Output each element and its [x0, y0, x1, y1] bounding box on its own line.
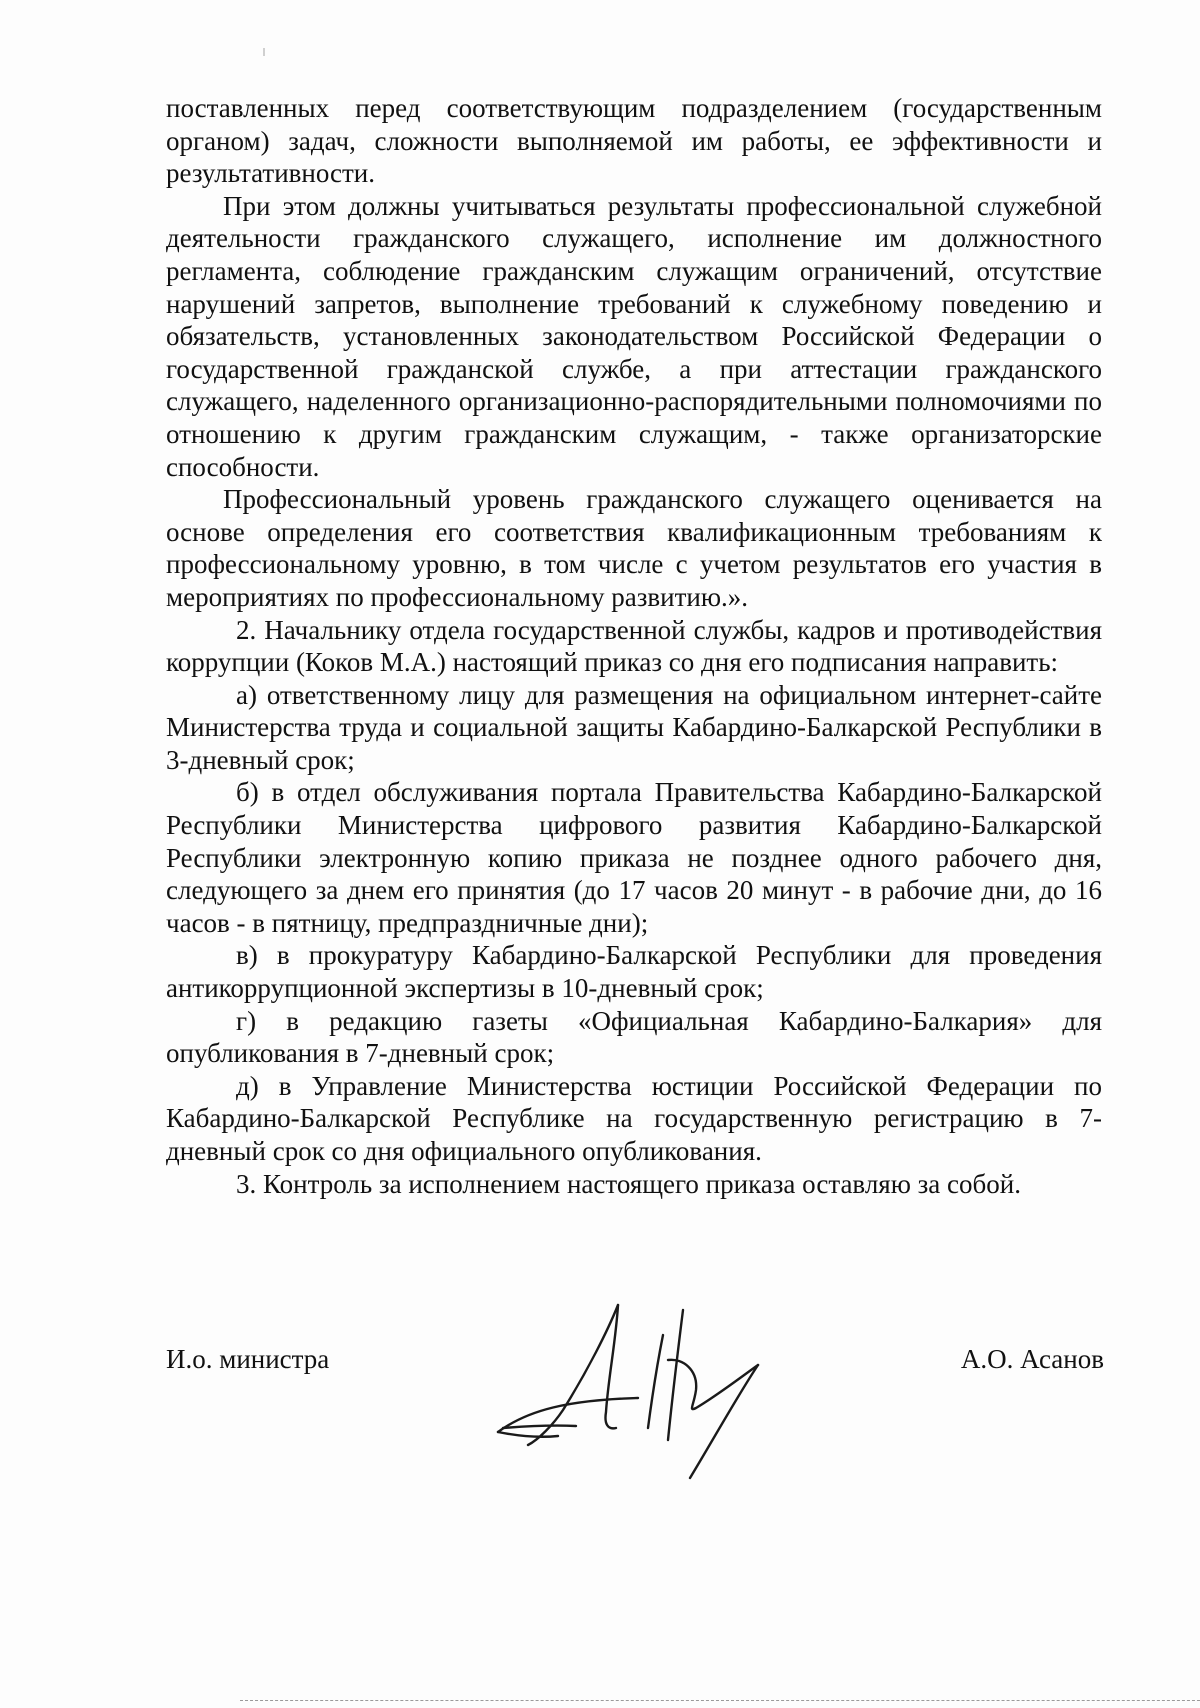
clause-3: 3. Контроль за исполнением настоящего приказа оставляю за собой. — [236, 1168, 1021, 1199]
paragraph-professional-level: Профессиональный уровень гражданского служащего оценивается на основе определения его соответствия квалификационным требованиям к профессиональному уровню, в том числе с учетом результатов его участия в мероприятиях по профессиональному развитию.». — [166, 484, 1102, 612]
paragraph-evaluation-criteria: При этом должны учитываться результаты профессиональной служебной деятельности гражданского служащего, исполнение им должностного регламента, соблюдение гражданским служащим ограничений, отсутствие нарушений запретов, выполнение требований к служебному поведению и обязательств, установленных законодательством Российской Федерации о государственной гражданской службе, а при аттестации гражданского служащего, наделенного организационно-распорядительными полномочиями по отношению к другим гражданским служащим, - также организаторские способности. — [166, 190, 1102, 482]
signature-block — [158, 1330, 1104, 1470]
clause-2d: д) в Управление Министерства юстиции Российской Федерации по Кабардино-Балкарской Республике на государственную регистрацию в 7-дневный срок со дня официального опубликования. — [166, 1070, 1102, 1166]
clause-2: 2. Начальнику отдела государственной службы, кадров и противодействия коррупции (Коков М.А.) настоящий приказ со дня его подписания направить: — [166, 614, 1102, 678]
paragraph-continuation: поставленных перед соответствующим подразделением (государственным органом) задач, сложности выполняемой им работы, ее эффективности и результативности. — [166, 93, 1102, 189]
signer-name: А.О. Асанов — [960, 1344, 1104, 1374]
document-body — [166, 92, 1102, 1200]
clause-2a: а) ответственному лицу для размещения на официальном интернет-сайте Министерства труда и социальной защиты Кабардино-Балкарской Республики в 3-дневный срок; — [166, 679, 1102, 775]
page-bottom-edge — [240, 1700, 1200, 1703]
clause-2v: в) в прокуратуру Кабардино-Балкарской Республики для проведения антикоррупционной экспертизы в 10-дневный срок; — [166, 940, 1102, 1004]
scan-speck — [263, 48, 265, 56]
signer-title: И.о. министра — [166, 1344, 330, 1374]
clause-2b: б) в отдел обслуживания портала Правительства Кабардино-Балкарской Республики Министерства цифрового развития Кабардино-Балкарской Республики электронную копию приказа не позднее одного рабочего дня, следующего за днем его принятия (до 17 часов 20 минут - в рабочие дни, до 16 часов - в пятницу, предпраздничные дни); — [166, 777, 1102, 938]
handwritten-signature — [458, 1300, 898, 1480]
clause-2g: г) в редакцию газеты «Официальная Кабардино-Балкария» для опубликования в 7-дневный срок; — [166, 1005, 1102, 1069]
